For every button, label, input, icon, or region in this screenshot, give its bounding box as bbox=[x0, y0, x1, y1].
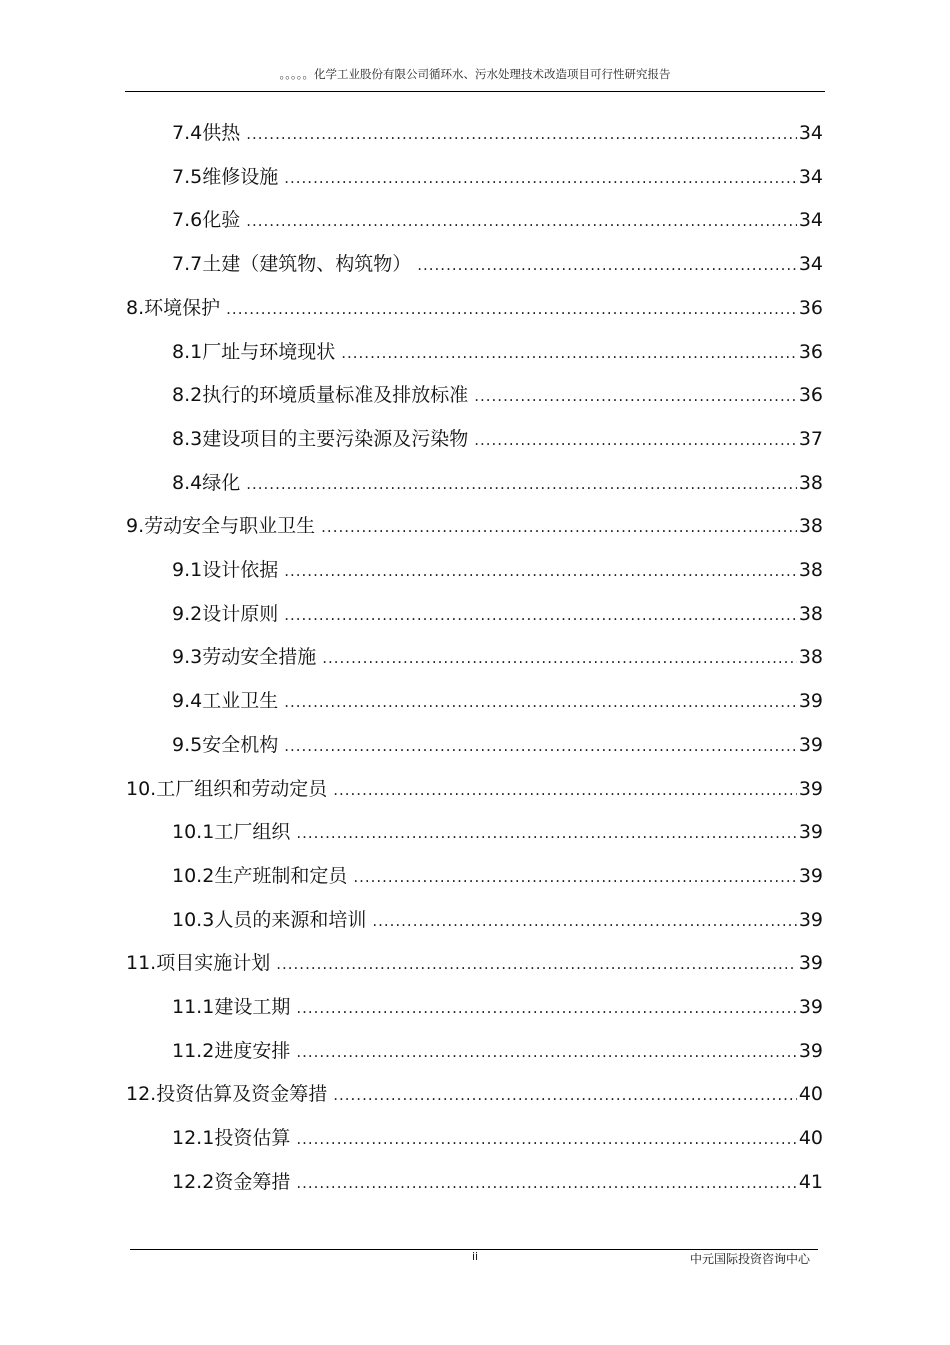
toc-number: 10.2 bbox=[172, 865, 215, 887]
toc-page-number: 36 bbox=[798, 384, 823, 406]
toc-section-entry[interactable] bbox=[172, 121, 823, 145]
toc-page-number: 39 bbox=[798, 952, 823, 974]
toc-section-entry[interactable] bbox=[172, 1126, 823, 1150]
toc-page-number: 38 bbox=[798, 559, 823, 581]
toc-title: 投资估算 bbox=[214, 1127, 291, 1149]
toc-number: 8.4 bbox=[172, 472, 203, 494]
toc-number: 9.4 bbox=[172, 690, 203, 712]
running-header: 。。。。。化学工业股份有限公司循环水、污水处理技术改造项目可行性研究报告 bbox=[279, 67, 671, 81]
toc-chapter-entry[interactable] bbox=[126, 777, 823, 801]
toc-leader-dots bbox=[246, 472, 797, 496]
toc-leader-dots bbox=[296, 996, 796, 1020]
toc-number: 7.6 bbox=[172, 209, 203, 231]
toc-number: 12.2 bbox=[172, 1171, 215, 1193]
toc-leader-dots bbox=[296, 1171, 796, 1195]
toc-leader-dots bbox=[474, 384, 797, 408]
toc-number: 11.1 bbox=[172, 996, 215, 1018]
toc-leader-dots bbox=[341, 341, 797, 365]
toc-number: 8.3 bbox=[172, 428, 203, 450]
toc-leader-dots bbox=[417, 253, 797, 277]
toc-section-entry[interactable] bbox=[172, 820, 823, 844]
toc-number: 8.2 bbox=[172, 384, 203, 406]
toc-title: 资金筹措 bbox=[214, 1171, 291, 1193]
toc-number: 8.1 bbox=[172, 341, 203, 363]
toc-page-number: 39 bbox=[798, 821, 823, 843]
toc-title: 设计原则 bbox=[202, 603, 279, 625]
toc-section-entry[interactable] bbox=[172, 427, 823, 451]
toc-title: 安全机构 bbox=[202, 734, 279, 756]
toc-number: 9.2 bbox=[172, 603, 203, 625]
toc-chapter-entry[interactable] bbox=[126, 296, 823, 320]
toc-leader-dots bbox=[322, 646, 797, 670]
toc-section-entry[interactable] bbox=[172, 1170, 823, 1194]
toc-section-entry[interactable] bbox=[172, 383, 823, 407]
toc-number: 12. bbox=[126, 1083, 157, 1105]
toc-page-number: 39 bbox=[798, 690, 823, 712]
toc-leader-dots bbox=[372, 909, 796, 933]
toc-leader-dots bbox=[296, 821, 796, 845]
toc-page-number: 36 bbox=[798, 341, 823, 363]
toc-title: 工厂组织 bbox=[214, 821, 291, 843]
toc-title: 投资估算及资金筹措 bbox=[156, 1083, 328, 1105]
toc-page-number: 40 bbox=[798, 1083, 823, 1105]
toc-section-entry[interactable] bbox=[172, 995, 823, 1019]
toc-number: 7.5 bbox=[172, 166, 203, 188]
toc-title: 维修设施 bbox=[202, 166, 279, 188]
toc-chapter-entry[interactable] bbox=[126, 1082, 823, 1106]
toc-page-number: 41 bbox=[798, 1171, 823, 1193]
toc-page-number: 34 bbox=[798, 166, 823, 188]
toc-page-number: 37 bbox=[798, 428, 823, 450]
toc-title: 供热 bbox=[202, 122, 241, 144]
toc-leader-dots bbox=[226, 297, 797, 321]
toc-section-entry[interactable] bbox=[172, 558, 823, 582]
toc-leader-dots bbox=[353, 865, 796, 889]
toc-title: 建设项目的主要污染源及污染物 bbox=[202, 428, 469, 450]
toc-page-number: 39 bbox=[798, 909, 823, 931]
toc-number: 8. bbox=[126, 297, 145, 319]
toc-title: 土建（建筑物、构筑物） bbox=[202, 253, 412, 275]
toc-chapter-entry[interactable] bbox=[126, 951, 823, 975]
toc-leader-dots bbox=[246, 209, 797, 233]
toc-number: 9. bbox=[126, 515, 145, 537]
toc-title: 项目实施计划 bbox=[156, 952, 271, 974]
footer-organization: 中元国际投资咨询中心 bbox=[689, 1252, 810, 1266]
toc-number: 9.1 bbox=[172, 559, 203, 581]
toc-number: 7.7 bbox=[172, 253, 203, 275]
toc-section-entry[interactable] bbox=[172, 1039, 823, 1063]
toc-title: 厂址与环境现状 bbox=[202, 341, 336, 363]
toc-page-number: 34 bbox=[798, 253, 823, 275]
toc-leader-dots bbox=[296, 1040, 796, 1064]
toc-leader-dots bbox=[321, 515, 797, 539]
toc-leader-dots bbox=[284, 166, 797, 190]
toc-page-number: 36 bbox=[798, 297, 823, 319]
toc-leader-dots bbox=[284, 559, 797, 583]
footer-page-number: ii bbox=[471, 1250, 479, 1263]
toc-page-number: 38 bbox=[798, 472, 823, 494]
toc-page-number: 39 bbox=[798, 734, 823, 756]
toc-leader-dots bbox=[246, 122, 797, 146]
toc-number: 7.4 bbox=[172, 122, 203, 144]
toc-title: 劳动安全与职业卫生 bbox=[144, 515, 316, 537]
toc-leader-dots bbox=[284, 690, 797, 714]
toc-leader-dots bbox=[474, 428, 797, 452]
toc-title: 生产班制和定员 bbox=[214, 865, 348, 887]
toc-number: 10. bbox=[126, 778, 157, 800]
toc-section-entry[interactable] bbox=[172, 864, 823, 888]
toc-title: 设计依据 bbox=[202, 559, 279, 581]
toc-section-entry[interactable] bbox=[172, 471, 823, 495]
toc-section-entry[interactable] bbox=[172, 689, 823, 713]
toc-page-number: 39 bbox=[798, 996, 823, 1018]
toc-page-number: 38 bbox=[798, 515, 823, 537]
toc-section-entry[interactable] bbox=[172, 733, 823, 757]
toc-number: 9.5 bbox=[172, 734, 203, 756]
toc-section-entry[interactable] bbox=[172, 602, 823, 626]
header-divider bbox=[125, 91, 825, 92]
toc-number: 9.3 bbox=[172, 646, 203, 668]
toc-page-number: 34 bbox=[798, 209, 823, 231]
toc-section-entry[interactable] bbox=[172, 340, 823, 364]
toc-title: 工厂组织和劳动定员 bbox=[156, 778, 328, 800]
toc-number: 10.1 bbox=[172, 821, 215, 843]
toc-title: 建设工期 bbox=[214, 996, 291, 1018]
toc-page-number: 39 bbox=[798, 778, 823, 800]
toc-page-number: 38 bbox=[798, 646, 823, 668]
toc-section-entry[interactable] bbox=[172, 908, 823, 932]
toc-chapter-entry[interactable] bbox=[126, 514, 823, 538]
toc-title: 绿化 bbox=[202, 472, 241, 494]
toc-section-entry[interactable] bbox=[172, 208, 823, 232]
toc-leader-dots bbox=[333, 1083, 797, 1107]
toc-number: 10.3 bbox=[172, 909, 215, 931]
toc-title: 人员的来源和培训 bbox=[214, 909, 367, 931]
toc-leader-dots bbox=[333, 778, 797, 802]
toc-number: 11. bbox=[126, 952, 157, 974]
toc-page-number: 39 bbox=[798, 1040, 823, 1062]
toc-title: 环境保护 bbox=[144, 297, 221, 319]
toc-title: 进度安排 bbox=[214, 1040, 291, 1062]
toc-number: 12.1 bbox=[172, 1127, 215, 1149]
toc-section-entry[interactable] bbox=[172, 165, 823, 189]
toc-leader-dots bbox=[276, 952, 797, 976]
toc-leader-dots bbox=[284, 603, 797, 627]
toc-title: 化验 bbox=[202, 209, 241, 231]
toc-page-number: 39 bbox=[798, 865, 823, 887]
toc-page-number: 40 bbox=[798, 1127, 823, 1149]
toc-section-entry[interactable] bbox=[172, 645, 823, 669]
toc-title: 执行的环境质量标准及排放标准 bbox=[202, 384, 469, 406]
toc-title: 工业卫生 bbox=[202, 690, 279, 712]
toc-leader-dots bbox=[296, 1127, 796, 1151]
toc-section-entry[interactable] bbox=[172, 252, 823, 276]
toc-page-number: 38 bbox=[798, 603, 823, 625]
toc-leader-dots bbox=[284, 734, 797, 758]
toc-title: 劳动安全措施 bbox=[202, 646, 317, 668]
toc-page-number: 34 bbox=[798, 122, 823, 144]
toc-number: 11.2 bbox=[172, 1040, 215, 1062]
